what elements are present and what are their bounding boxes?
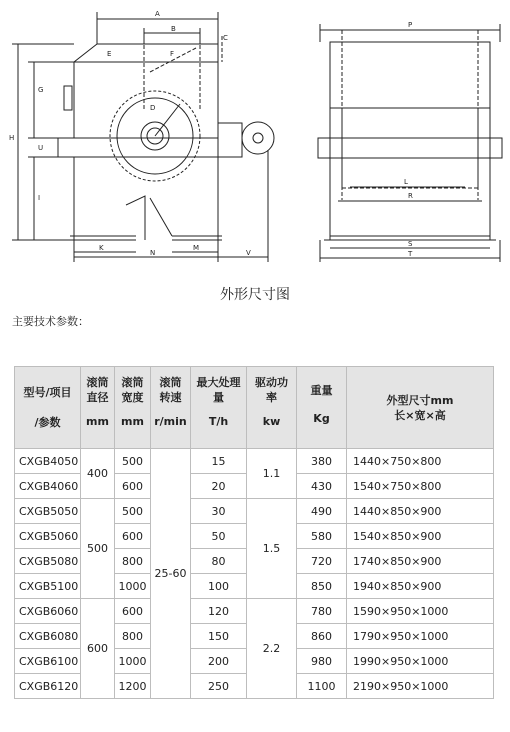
dim-label-t: T	[408, 250, 413, 258]
table-row: CXGB4060 600 20 430 1540×750×800	[15, 474, 494, 499]
dim-label-c: C	[223, 34, 228, 42]
dim-label-u: U	[38, 144, 44, 152]
table-row: CXGB4050 400 500 25-60 15 1.1 380 1440×750×800	[15, 449, 494, 474]
parameters-heading: 主要技术参数：	[12, 315, 89, 328]
table-row: CXGB6080 800 150 860 1790×950×1000	[15, 624, 494, 649]
table-row: CXGB6100 1000 200 980 1990×950×1000	[15, 649, 494, 674]
dimension-drawing	[0, 0, 510, 275]
header-capacity: 最大处理 量 T/h	[191, 367, 247, 449]
table-row: CXGB5100 1000 100 850 1940×850×900	[15, 574, 494, 599]
power-cell: 2.2	[247, 599, 297, 699]
diameter-cell: 600	[81, 599, 115, 699]
table-row: CXGB6060 600 600 120 2.2 780 1590×950×1000	[15, 599, 494, 624]
header-model: 型号/项目 /参数	[15, 367, 81, 449]
dim-label-i: I	[38, 194, 41, 202]
header-weight: 重量 Kg	[297, 367, 347, 449]
header-dimensions: 外型尺寸mm 长×宽×高	[347, 367, 494, 449]
diameter-cell: 400	[81, 449, 115, 499]
dim-label-h: H	[9, 134, 15, 142]
dim-label-r: R	[408, 192, 413, 200]
dim-label-a: A	[155, 10, 160, 18]
power-cell: 1.5	[247, 499, 297, 599]
dim-label-g: G	[38, 86, 44, 94]
table-row: CXGB6120 1200 250 1100 2190×950×1000	[15, 674, 494, 699]
dim-label-m: M	[193, 244, 200, 252]
dim-label-l: L	[404, 178, 408, 186]
dim-label-s: S	[408, 240, 413, 248]
dim-label-k: K	[99, 244, 104, 252]
header-speed: 滚筒 转速 r/min	[151, 367, 191, 449]
header-power: 驱动功 率 kw	[247, 367, 297, 449]
dim-label-n: N	[150, 249, 156, 257]
table-row: CXGB5050 500 500 30 1.5 490 1440×850×900	[15, 499, 494, 524]
table-row: CXGB5060 600 50 580 1540×850×900	[15, 524, 494, 549]
dim-label-b: B	[171, 25, 176, 33]
dim-label-e: E	[107, 50, 112, 58]
dim-label-p: P	[408, 21, 413, 29]
drawing-caption: 外形尺寸图	[220, 287, 290, 303]
diameter-cell: 500	[81, 499, 115, 599]
header-width: 滚筒 宽度 mm	[115, 367, 151, 449]
spec-table	[14, 366, 494, 699]
dim-label-f: F	[170, 50, 175, 58]
table-row: CXGB5080 800 80 720 1740×850×900	[15, 549, 494, 574]
dim-label-d: D	[150, 104, 156, 112]
speed-cell: 25-60	[151, 449, 191, 699]
power-cell: 1.1	[247, 449, 297, 499]
dim-label-v: V	[246, 249, 251, 257]
header-diameter: 滚筒 直径 mm	[81, 367, 115, 449]
